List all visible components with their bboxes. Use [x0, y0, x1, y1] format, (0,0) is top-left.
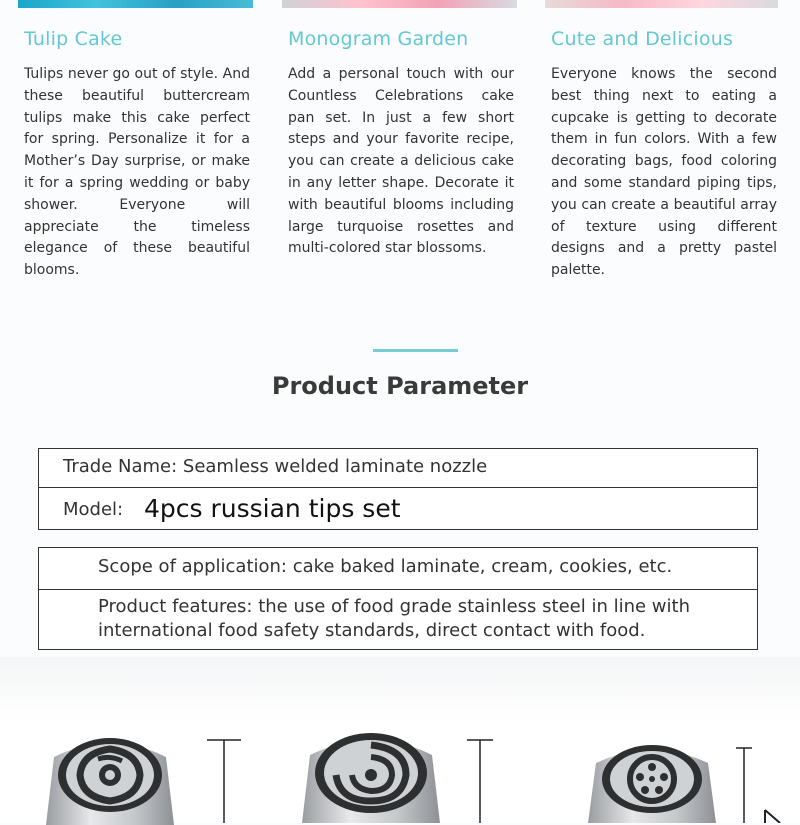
- features-line-1: Product features: the use of food grade stainless steel in line with: [98, 596, 690, 617]
- section-divider: [373, 349, 458, 352]
- size-marker-2: [465, 739, 505, 823]
- flower-nozzle-icon: [582, 741, 722, 823]
- feature-cute-and-delicious: [551, 28, 777, 282]
- cupcake-photo: [545, 0, 778, 8]
- feature-title: Tulip Cake: [24, 28, 123, 50]
- feature-text: Add a personal touch with our Countless Celebrations cake pan set. In just a few short steps and your favorite recipe, you can create a delicious cake in any letter shape. Decorate it with beautiful blooms including large turquoise rosettes and multi-colored star blossoms.: [288, 66, 514, 257]
- param-row-model: [39, 487, 757, 528]
- tulip-cake-photo: [18, 0, 253, 8]
- param-row-scope: [39, 548, 757, 589]
- feature-tulip-cake: [24, 28, 250, 282]
- param-table-basic: [38, 448, 758, 530]
- model-value: 4pcs russian tips set: [144, 494, 401, 523]
- features-line-2: international food safety standards, direct contact with food.: [98, 620, 646, 641]
- param-row-trade-name: [39, 449, 757, 487]
- features-text: [98, 595, 738, 643]
- product-images-strip: [0, 657, 800, 823]
- trade-name-text: Trade Name: Seamless welded laminate nozzle: [63, 456, 488, 477]
- size-marker-1: [205, 739, 245, 823]
- feature-monogram-garden: [288, 28, 514, 260]
- feature-title: Monogram Garden: [288, 28, 469, 50]
- scope-text: Scope of application: cake baked laminate, cream, cookies, etc.: [98, 556, 673, 577]
- section-title: Product Parameter: [271, 372, 529, 400]
- param-table-details: [38, 547, 758, 650]
- param-row-features: [39, 589, 757, 648]
- swirl-nozzle-icon: [296, 731, 446, 823]
- model-label: Model:: [63, 499, 124, 520]
- next-arrow-icon[interactable]: [762, 809, 784, 823]
- feature-text: Tulips never go out of style. And these beautiful buttercream tulips make this cake perfect for spring. Personalize it for a Mother’s Day surprise, or make it for a spring wedding or baby shower. Everyone will appreciate the timeless elegance of these beautiful blooms.: [24, 66, 250, 279]
- size-marker-3: [734, 747, 758, 823]
- feature-text: Everyone knows the second best thing next to eating a cupcake is getting to decorate them in fun colors. With a few decorating bags, food coloring and some standard piping tips, you can create a beautiful array of texture using different designs and a pretty pastel palette.: [551, 66, 777, 279]
- rose-nozzle-icon: [40, 735, 180, 825]
- monogram-garden-photo: [282, 0, 517, 8]
- feature-title: Cute and Delicious: [551, 28, 734, 50]
